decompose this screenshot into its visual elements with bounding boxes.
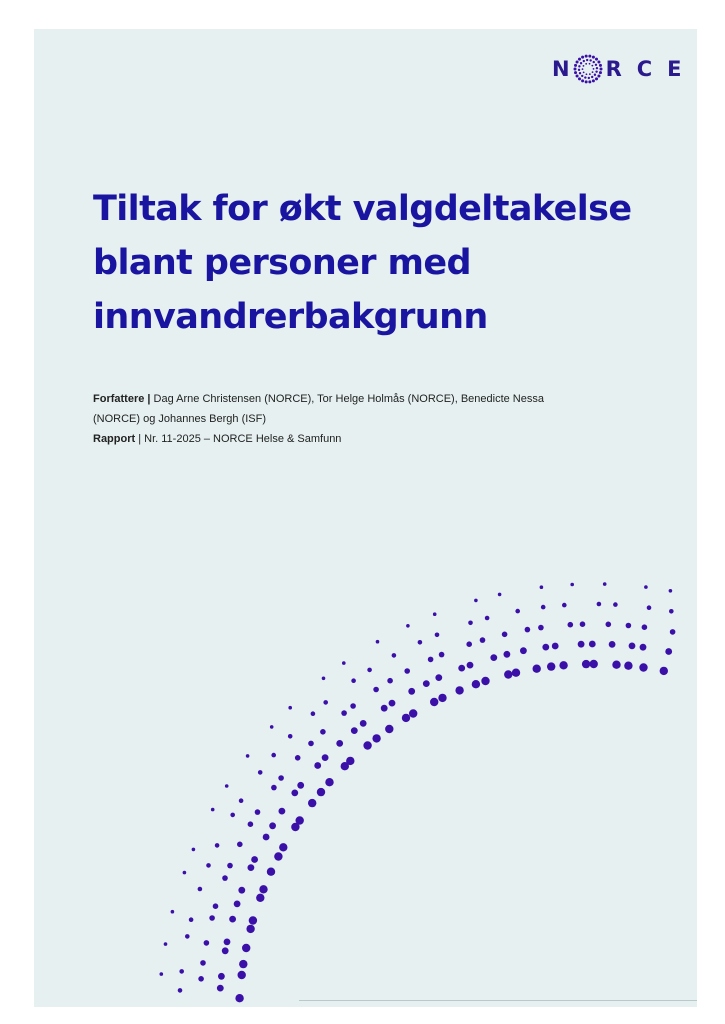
arc-dot	[235, 994, 243, 1002]
arc-dot	[580, 621, 586, 627]
arc-dot	[490, 654, 497, 661]
arc-dot	[325, 778, 333, 786]
arc-dot	[373, 687, 379, 693]
arc-dot	[626, 623, 632, 629]
arc-dot	[314, 762, 321, 769]
arc-dot	[376, 640, 380, 644]
title-line-1: Tiltak for økt valgdeltakelse	[93, 189, 632, 229]
arc-dot	[439, 652, 445, 658]
arc-dot	[438, 694, 446, 702]
arc-dot	[547, 662, 555, 670]
arc-dot	[590, 660, 598, 668]
arc-dot	[525, 627, 531, 633]
arc-dot	[291, 790, 298, 797]
arc-dot	[418, 640, 423, 645]
arc-dot	[647, 605, 652, 610]
arc-dot	[406, 624, 410, 628]
footer-divider	[299, 1000, 697, 1001]
arc-dot	[246, 754, 250, 758]
arc-dot	[385, 725, 393, 733]
arc-dot	[568, 622, 574, 628]
arc-dot	[206, 863, 211, 868]
logo-letter-n: N	[552, 57, 570, 81]
arc-dot	[322, 677, 326, 681]
arc-dot	[218, 973, 225, 980]
arc-dot	[225, 784, 229, 788]
arc-dot	[455, 686, 463, 694]
arc-dot	[504, 651, 511, 658]
arc-dot	[540, 585, 544, 589]
arc-dot	[387, 678, 393, 684]
arc-dot	[538, 625, 544, 631]
logo-letter-r: R	[605, 57, 622, 81]
arc-dot	[271, 785, 277, 791]
arc-dot	[317, 788, 325, 796]
arc-dot	[171, 910, 175, 914]
arc-dot	[408, 688, 415, 695]
arc-dot	[311, 711, 316, 716]
arc-dot	[428, 657, 434, 663]
arc-dot	[433, 612, 437, 616]
arc-dot	[485, 616, 490, 621]
arc-dot	[238, 887, 245, 894]
arc-dot	[481, 677, 489, 685]
arc-dot	[363, 741, 371, 749]
arc-dot	[597, 602, 602, 607]
arc-dot	[279, 808, 286, 815]
arc-dot	[582, 660, 590, 668]
arc-dot	[255, 809, 261, 815]
arc-dot	[468, 621, 473, 626]
arc-dot	[669, 609, 674, 614]
arc-dot	[238, 971, 246, 979]
arc-dot	[227, 863, 233, 869]
arc-dot	[269, 822, 276, 829]
arc-dot	[204, 940, 210, 946]
arc-dot	[239, 960, 247, 968]
arc-dot	[263, 834, 270, 841]
arc-dot	[612, 661, 620, 669]
arc-dot	[350, 703, 356, 709]
arc-dot	[258, 770, 263, 775]
arc-dot	[295, 755, 301, 761]
arc-dot	[248, 864, 255, 871]
arc-dot	[562, 603, 567, 608]
arc-dot	[242, 944, 250, 952]
arc-dot	[234, 901, 241, 908]
arc-dot	[613, 602, 618, 607]
logo-letter-c: C	[636, 57, 653, 81]
arc-dot	[278, 775, 284, 781]
arc-dot	[515, 609, 520, 614]
arc-dot	[271, 753, 276, 758]
arc-dot	[323, 700, 328, 705]
arc-dot	[435, 633, 440, 638]
arc-dot	[288, 734, 293, 739]
arc-dot	[178, 988, 183, 993]
arc-dot	[211, 808, 215, 812]
arc-dot	[200, 960, 206, 966]
arc-dot	[533, 665, 541, 673]
arc-dot	[341, 710, 347, 716]
arc-dot	[372, 734, 380, 742]
arc-dot	[230, 813, 235, 818]
arc-dot	[472, 680, 480, 688]
arc-dot	[670, 629, 676, 635]
arc-dot	[520, 647, 527, 654]
arc-dot	[430, 698, 438, 706]
arc-dot	[320, 729, 326, 735]
arc-dot	[640, 644, 647, 651]
arc-dot	[308, 741, 314, 747]
arc-dot	[474, 599, 478, 603]
arc-dot	[466, 641, 472, 647]
arc-dot	[222, 875, 228, 881]
arc-dot	[336, 740, 343, 747]
arc-dot	[209, 915, 215, 921]
arc-dot	[589, 641, 596, 648]
arc-dot	[665, 648, 672, 655]
arc-dot	[296, 816, 304, 824]
arc-dot	[542, 644, 549, 651]
arc-dot	[392, 653, 397, 658]
cover-page	[34, 29, 697, 1007]
arc-dot	[559, 661, 567, 669]
arc-dot	[351, 727, 358, 734]
arc-dot	[409, 709, 417, 717]
arc-dot	[367, 668, 372, 673]
arc-dot	[624, 662, 632, 670]
arc-dot	[342, 661, 346, 665]
arc-dot	[346, 757, 354, 765]
decorative-dot-arc	[34, 29, 697, 1007]
title-line-3: innvandrerbakgrunn	[93, 297, 488, 337]
arc-dot	[502, 632, 508, 638]
arc-dot	[467, 662, 474, 669]
arc-dot	[248, 821, 254, 827]
arc-dot	[229, 916, 236, 923]
arc-dot	[224, 939, 231, 946]
report-number: | Nr. 11-2025 – NORCE Helse & Samfunn	[138, 433, 342, 445]
arc-dot	[322, 754, 329, 761]
arc-dot	[213, 903, 219, 909]
arc-dot	[256, 894, 264, 902]
arc-dot	[164, 942, 168, 946]
arc-dot	[198, 887, 203, 892]
arc-dot	[239, 798, 244, 803]
arc-dot	[360, 720, 367, 727]
arc-dot	[606, 622, 612, 628]
arc-dot	[246, 925, 254, 933]
authors-names-2: (NORCE) og Johannes Bergh (ISF)	[93, 413, 267, 425]
authors-label: Forfattere |	[93, 393, 151, 405]
arc-dot	[249, 916, 257, 924]
arc-dot	[297, 782, 304, 789]
arc-dot	[642, 624, 648, 630]
arc-dot	[404, 668, 410, 674]
arc-dot	[288, 706, 292, 710]
arc-dot	[480, 637, 486, 643]
arc-dot	[189, 917, 194, 922]
arc-dot	[267, 868, 275, 876]
arc-dot	[259, 885, 267, 893]
arc-dot	[639, 663, 647, 671]
arc-dot	[498, 593, 502, 597]
arc-dot	[423, 680, 430, 687]
arc-dot	[578, 641, 585, 648]
arc-dot	[192, 848, 196, 852]
report-label: Rapport	[93, 433, 136, 445]
arc-dot	[669, 589, 673, 593]
arc-dot	[402, 714, 410, 722]
authors-names-1: Dag Arne Christensen (NORCE), Tor Helge Holmås (NORCE), Benedicte Nessa	[153, 393, 544, 405]
arc-dot	[512, 669, 520, 677]
arc-dot	[629, 643, 636, 650]
arc-dot	[308, 799, 316, 807]
arc-dot	[160, 972, 164, 976]
logo-letter-e: E	[667, 57, 682, 81]
arc-dot	[435, 674, 442, 681]
arc-dot	[251, 856, 258, 863]
arc-dot	[458, 665, 465, 672]
arc-dot	[217, 985, 224, 992]
arc-dot	[552, 643, 559, 650]
arc-dot	[541, 605, 546, 610]
arc-dot	[351, 678, 356, 683]
arc-dot	[389, 700, 396, 707]
arc-dot	[237, 842, 243, 848]
arc-dot	[183, 871, 187, 875]
arc-dot	[279, 843, 287, 851]
arc-dot	[222, 947, 229, 954]
arc-dot	[185, 934, 190, 939]
title-line-2: blant personer med	[93, 243, 471, 283]
arc-dot	[274, 852, 282, 860]
arc-dot	[660, 667, 668, 675]
arc-dot	[609, 641, 616, 648]
arc-dot	[504, 670, 512, 678]
arc-dot	[179, 969, 184, 974]
arc-dot	[270, 725, 274, 729]
arc-dot	[570, 583, 574, 587]
arc-dot	[644, 585, 648, 589]
arc-dot	[603, 582, 607, 586]
arc-dot	[198, 976, 204, 982]
arc-dot	[215, 843, 220, 848]
arc-dot	[381, 705, 388, 712]
